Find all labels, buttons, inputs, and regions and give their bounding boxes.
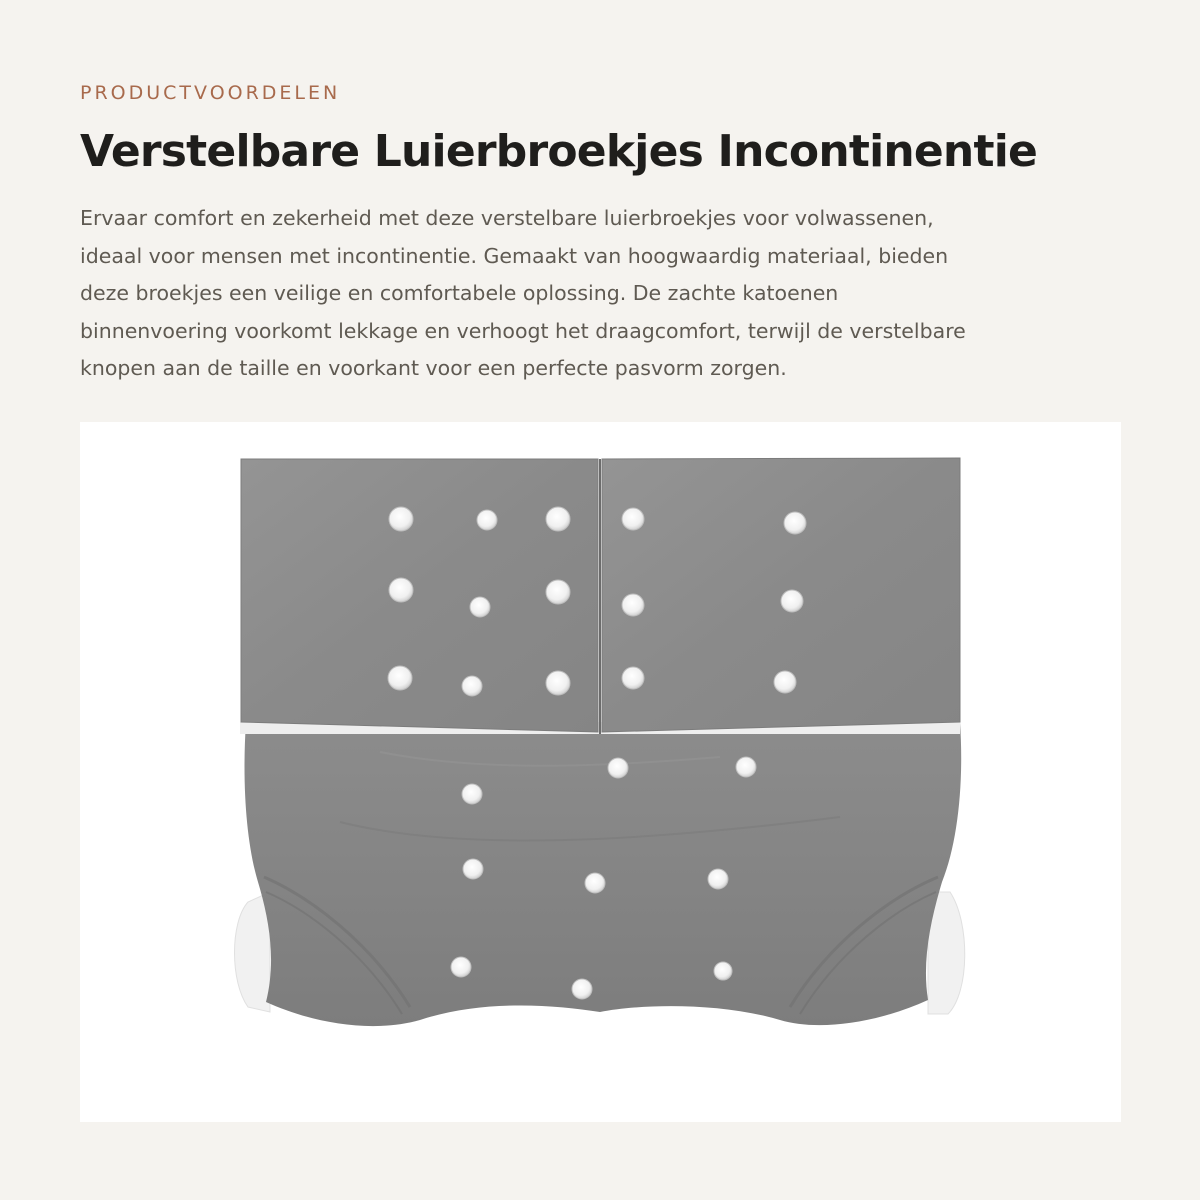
snap <box>608 758 628 778</box>
snap <box>546 507 570 531</box>
snap <box>546 580 570 604</box>
snap <box>585 873 605 893</box>
description-line: knopen aan de taille en voorkant voor een perfecte pasvorm zorgen. <box>80 356 787 380</box>
product-photo <box>80 422 1121 1122</box>
snap <box>389 578 413 602</box>
description-line: deze broekjes een veilige en comfortabele oplossing. De zachte katoenen <box>80 281 839 305</box>
snap <box>708 869 728 889</box>
product-description <box>80 200 1130 388</box>
snap <box>388 666 412 690</box>
description-line: ideaal voor mensen met incontinentie. Gemaakt van hoogwaardig materiaal, bieden <box>80 243 949 268</box>
left-lining-edge <box>235 892 271 1012</box>
snap <box>477 510 497 530</box>
snap <box>470 597 490 617</box>
snap <box>546 671 570 695</box>
page-title: Verstelbare Luierbroekjes Incontinentie <box>80 126 1038 177</box>
snap <box>622 667 644 689</box>
eyebrow-label: PRODUCTVOORDELEN <box>80 82 341 104</box>
snap <box>784 512 806 534</box>
snap <box>774 671 796 693</box>
snap <box>781 590 803 612</box>
snap <box>714 962 732 980</box>
snap <box>462 676 482 696</box>
snap <box>736 757 756 777</box>
snap <box>389 507 413 531</box>
product-photo-panel <box>80 422 1121 1122</box>
left-front-flap <box>241 459 598 732</box>
snap <box>622 508 644 530</box>
snap <box>622 594 644 616</box>
description-line: binnenvoering voorkomt lekkage en verhoogt het draagcomfort, terwijl de verstelbare <box>80 318 966 343</box>
description-line: Ervaar comfort en zekerheid met deze verstelbare luierbroekjes voor volwassenen, <box>80 206 934 230</box>
snap <box>462 784 482 804</box>
snap <box>572 979 592 999</box>
snap <box>463 859 483 879</box>
snap <box>451 957 471 977</box>
diaper-body <box>245 722 962 1026</box>
